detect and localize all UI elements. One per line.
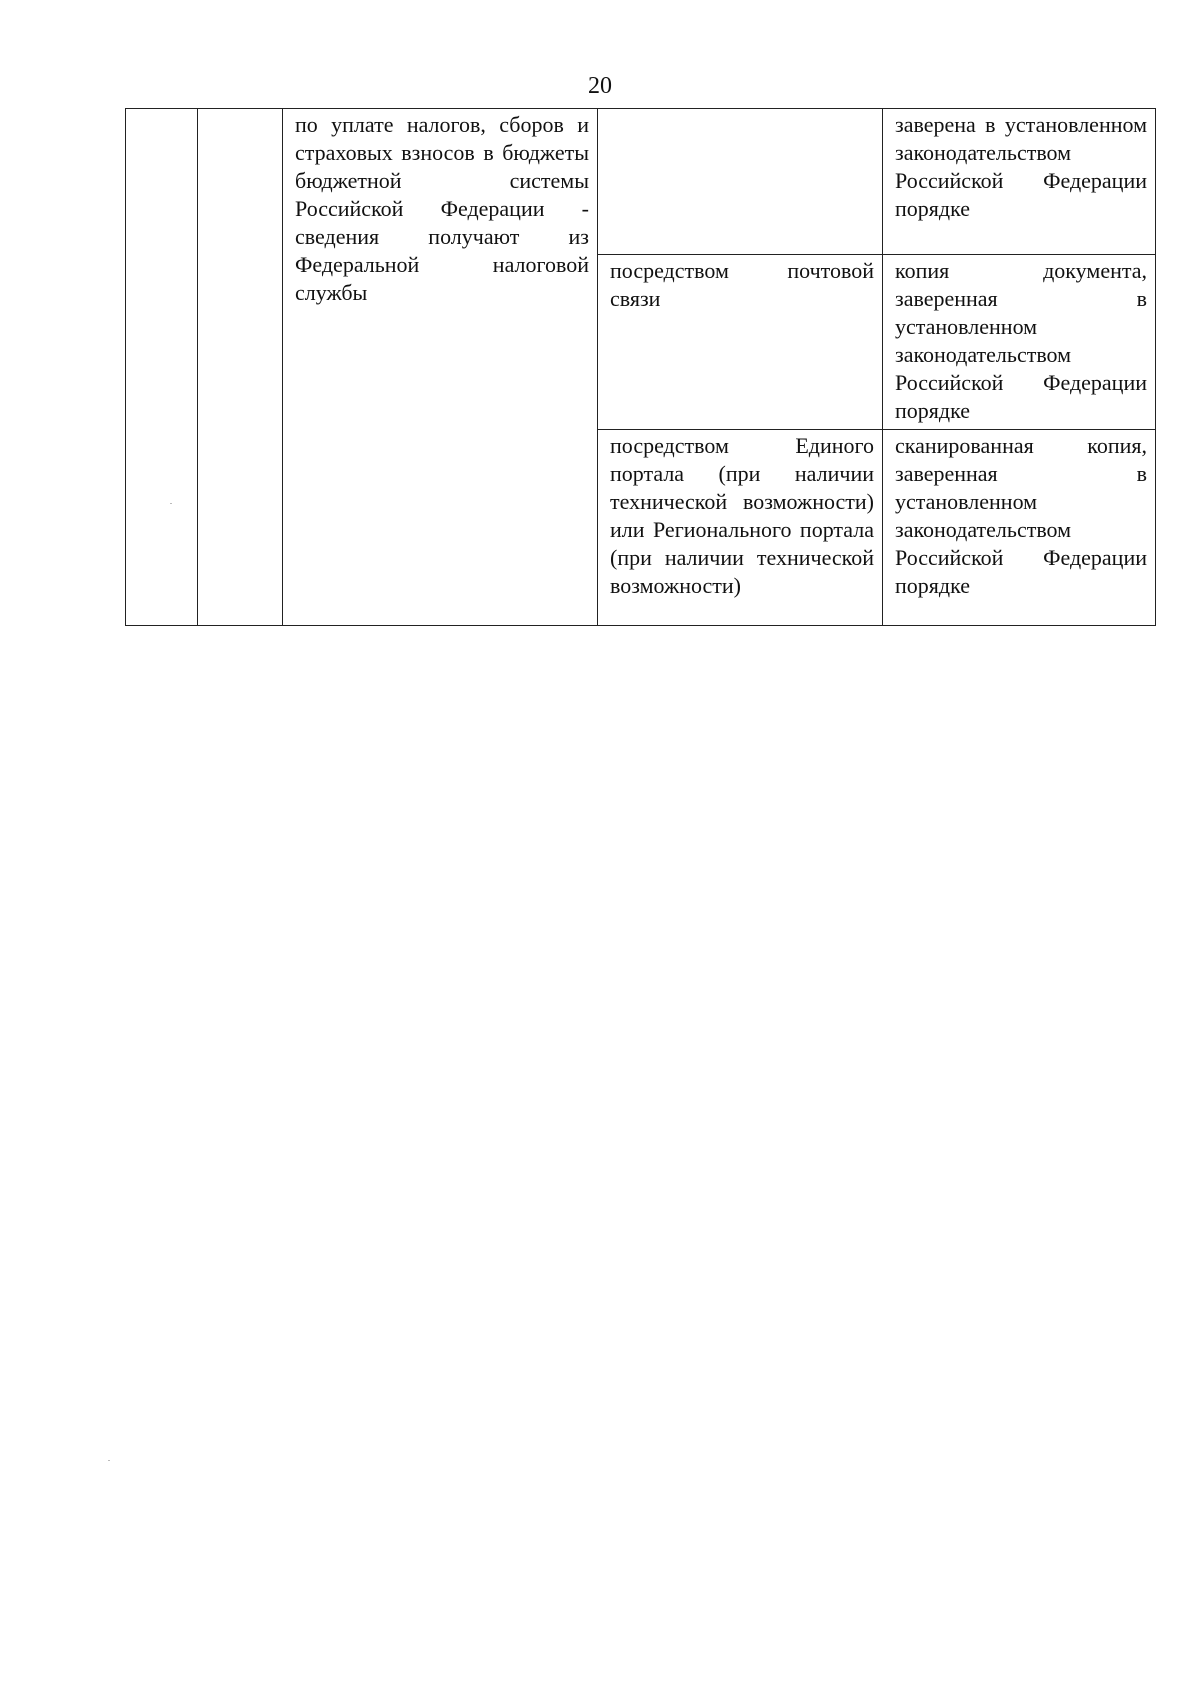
- form-text: заверена в установленном законодательством Российской Федерации порядке: [895, 112, 1147, 221]
- info-source-text: по уплате налогов, сборов и страховых взносов в бюджеты бюджетной системы Российской Федерации - сведения получают из Федеральной налоговой службы: [295, 112, 589, 305]
- table-row: [126, 109, 1156, 255]
- method-cell: [598, 255, 883, 430]
- document-table: [125, 108, 1156, 626]
- form-text: сканированная копия, заверенная в установленном законодательством Российской Федерации порядке: [895, 433, 1147, 598]
- page-number: 20: [588, 73, 612, 99]
- method-cell: [598, 430, 883, 626]
- form-text: копия документа, заверенная в установленном законодательством Российской Федерации порядке: [895, 258, 1147, 423]
- form-cell: [883, 109, 1156, 255]
- info-source-cell: [283, 109, 598, 626]
- method-text: посредством Единого портала (при наличии технической возможности) или Регионального портала (при наличии технической возможности): [610, 433, 874, 598]
- method-cell: [598, 109, 883, 255]
- method-text: посредством почтовой связи: [610, 258, 874, 311]
- form-cell: [883, 255, 1156, 430]
- scan-speck: [170, 503, 172, 504]
- empty-name-cell: [198, 109, 283, 626]
- form-cell: [883, 430, 1156, 626]
- empty-number-cell: [126, 109, 198, 626]
- scan-speck: [108, 1460, 110, 1461]
